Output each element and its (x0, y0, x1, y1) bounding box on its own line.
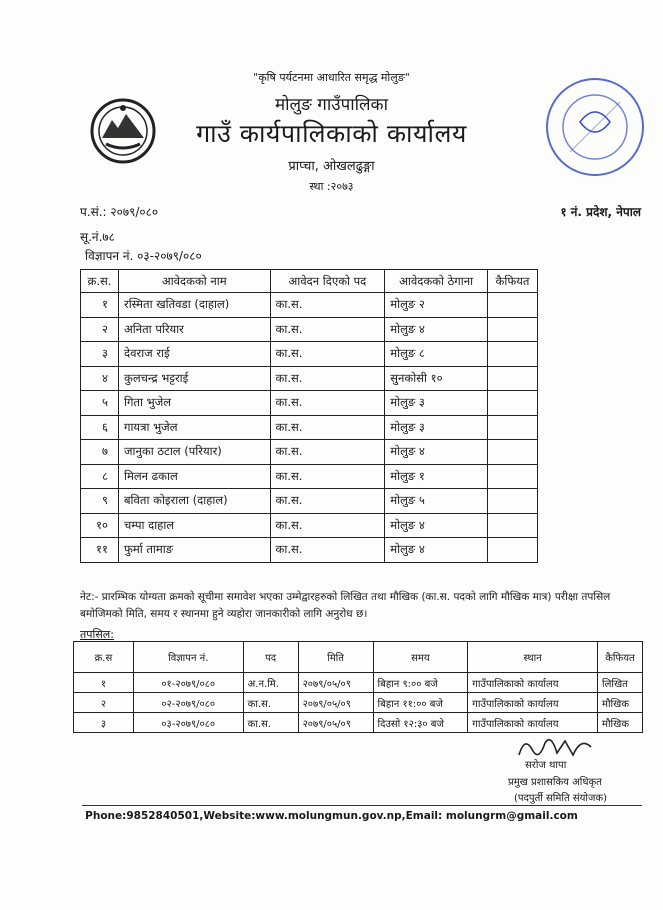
footer-divider (82, 805, 642, 806)
table-cell: सुनकोसी १० (385, 366, 488, 391)
province-label: १ नं. प्रदेश, नेपाल (560, 205, 641, 219)
column-header: क्र.स. (81, 270, 119, 293)
reference-number: प.सं.: २०७९/०८० (80, 205, 159, 219)
table-row (81, 513, 538, 538)
column-header: आवेदन दिएको पद (270, 270, 385, 293)
table-cell: मोलुङ ४ (385, 317, 488, 342)
table-row (81, 440, 538, 465)
table-cell (488, 489, 538, 514)
exam-schedule-table (73, 641, 643, 733)
table-cell: का.स. (270, 440, 385, 465)
table-cell: गायत्रा भुजेल (118, 415, 270, 440)
office-address: प्राप्चा, ओखलढुङ्गा (288, 159, 375, 174)
table-cell: मोलुङ ४ (385, 538, 488, 563)
table-cell: ८ (81, 464, 119, 489)
column-header: आवेदकको ठेगाना (385, 270, 488, 293)
table-cell: ०२-२०७९/०८० (133, 693, 243, 713)
table-cell: ४ (81, 366, 119, 391)
column-header: विज्ञापन नं. (133, 642, 243, 673)
column-header: समय (373, 642, 468, 673)
table-cell: ०३-२०७९/०८० (133, 713, 243, 733)
table-cell: अ.न.मि. (243, 673, 298, 693)
table-cell: २०७९/०५/०९ (298, 713, 373, 733)
table-cell: जानुका ठटाल (परियार) (118, 440, 270, 465)
table-cell (488, 464, 538, 489)
signatory-title: प्रमुख प्रशासकिय अधिकृत (508, 777, 602, 788)
table-cell: का.स. (243, 713, 298, 733)
slogan: "कृषि पर्यटनमा आधारित समृद्ध मोलुङ" (253, 71, 410, 84)
table-cell (488, 440, 538, 465)
table-row (74, 673, 643, 693)
table-cell: मिलन ढकाल (118, 464, 270, 489)
table-cell (488, 366, 538, 391)
table-cell: मोलुङ १ (385, 464, 488, 489)
table-cell: बिहान ९:०० बजे (373, 673, 468, 693)
table-cell: कुलचन्द्र भट्टराई (118, 366, 270, 391)
table-row (74, 713, 643, 733)
table-cell: का.स. (270, 464, 385, 489)
table-cell: गाउँपालिकाको कार्यालय (468, 673, 598, 693)
table-cell (488, 538, 538, 563)
advertisement-number: विज्ञापन नं. ०३-२०७९/०८० (85, 249, 202, 263)
table-cell (488, 415, 538, 440)
table-cell: का.स. (270, 293, 385, 318)
table-cell: का.स. (270, 538, 385, 563)
table-cell: गाउँपालिकाको कार्यालय (468, 713, 598, 733)
table-cell: मौखिक (597, 713, 642, 733)
table-row (81, 293, 538, 318)
schedule-header-row (74, 642, 643, 673)
table-cell: ०१-२०७९/०८० (133, 673, 243, 693)
table-cell: ६ (81, 415, 119, 440)
schedule-title: तपसिल: (80, 628, 114, 641)
table-row (74, 693, 643, 713)
signatory-name: सरोज थापा (525, 760, 567, 771)
table-cell: मोलुङ ३ (385, 391, 488, 416)
table-cell: मोलुङ ८ (385, 342, 488, 367)
table-cell: का.स. (270, 317, 385, 342)
column-header: कैफियत (597, 642, 642, 673)
table-cell: ७ (81, 440, 119, 465)
table-cell: २ (74, 693, 134, 713)
table-cell (488, 513, 538, 538)
office-name: गाउँ कार्यपालिकाको कार्यालय (196, 119, 467, 148)
table-cell: १ (74, 673, 134, 693)
exam-notice: नेट:- प्रारम्भिक योग्यता क्रमको सूचीमा समावेश भएका उम्मेद्वारहरुको लिखित तथा मौखिक (का.स. पदको लागि मौखिक मात्र) परीक्षा तपसिल बमोजिमको मिति, समय र स्थानमा हुने व्यहोरा जानकारीको लागि अनुरोध छ। (80, 591, 611, 620)
table-cell: रस्मिता खतिवडा (दाहाल) (118, 293, 270, 318)
table-row (81, 538, 538, 563)
serial-number: सू.नं.७८ (80, 230, 115, 244)
table-cell: का.स. (270, 366, 385, 391)
table-cell: का.स. (270, 513, 385, 538)
table-cell: का.स. (270, 391, 385, 416)
table-row (81, 391, 538, 416)
table-cell: लिखित (597, 673, 642, 693)
table-cell: मोलुङ ३ (385, 415, 488, 440)
signatory-role: (पदपुर्ती समिति संयोजक) (514, 793, 607, 804)
municipality-name: मोलुङ गाउँपालिका (274, 95, 389, 115)
table-cell: २०७९/०५/०९ (298, 673, 373, 693)
table-cell (488, 317, 538, 342)
table-cell: का.स. (270, 489, 385, 514)
table-cell: चम्पा दाहाल (118, 513, 270, 538)
table-cell: २०७९/०५/०९ (298, 693, 373, 713)
table-cell: मोलुङ ५ (385, 489, 488, 514)
table-cell: १ (81, 293, 119, 318)
table-cell: देवराज राई (118, 342, 270, 367)
table-cell (488, 391, 538, 416)
column-header: आवेदकको नाम (118, 270, 270, 293)
table-cell (488, 293, 538, 318)
table-cell: मोलुङ २ (385, 293, 488, 318)
table-cell: दिउसो १२:३० बजे (373, 713, 468, 733)
column-header: मिति (298, 642, 373, 673)
table-cell: ५ (81, 391, 119, 416)
table-cell: ३ (81, 342, 119, 367)
table-cell: फुर्मा तामाङ (118, 538, 270, 563)
column-header: क्र.स (74, 642, 134, 673)
table-cell: का.स. (270, 342, 385, 367)
column-header: पद (243, 642, 298, 673)
table-cell: का.स. (270, 415, 385, 440)
table-cell: मौखिक (597, 693, 642, 713)
table-cell: का.स. (243, 693, 298, 713)
table-row (81, 489, 538, 514)
table-cell: ११ (81, 538, 119, 563)
table-row (81, 415, 538, 440)
applicants-header-row (81, 270, 538, 293)
table-cell: ९ (81, 489, 119, 514)
column-header: स्थान (468, 642, 598, 673)
table-cell: गाउँपालिकाको कार्यालय (468, 693, 598, 713)
table-row (81, 317, 538, 342)
table-cell: ३ (74, 713, 134, 733)
column-header: कैफियत (488, 270, 538, 293)
table-cell: १० (81, 513, 119, 538)
applicants-table (80, 269, 538, 563)
table-cell: अनिता परियार (118, 317, 270, 342)
table-cell: मोलुङ ४ (385, 513, 488, 538)
table-cell: गिता भुजेल (118, 391, 270, 416)
table-row (81, 342, 538, 367)
footer-contact: Phone:9852840501,Website:www.molungmun.gov.np,Email: molungrm@gmail.com (85, 810, 578, 822)
table-cell: बिहान ११:०० बजे (373, 693, 468, 713)
table-row (81, 366, 538, 391)
established-year: स्था :२०७३ (309, 180, 354, 193)
table-row (81, 464, 538, 489)
table-cell: मोलुङ ४ (385, 440, 488, 465)
table-cell: २ (81, 317, 119, 342)
table-cell (488, 342, 538, 367)
table-cell: बविता कोइराला (दाहाल) (118, 489, 270, 514)
